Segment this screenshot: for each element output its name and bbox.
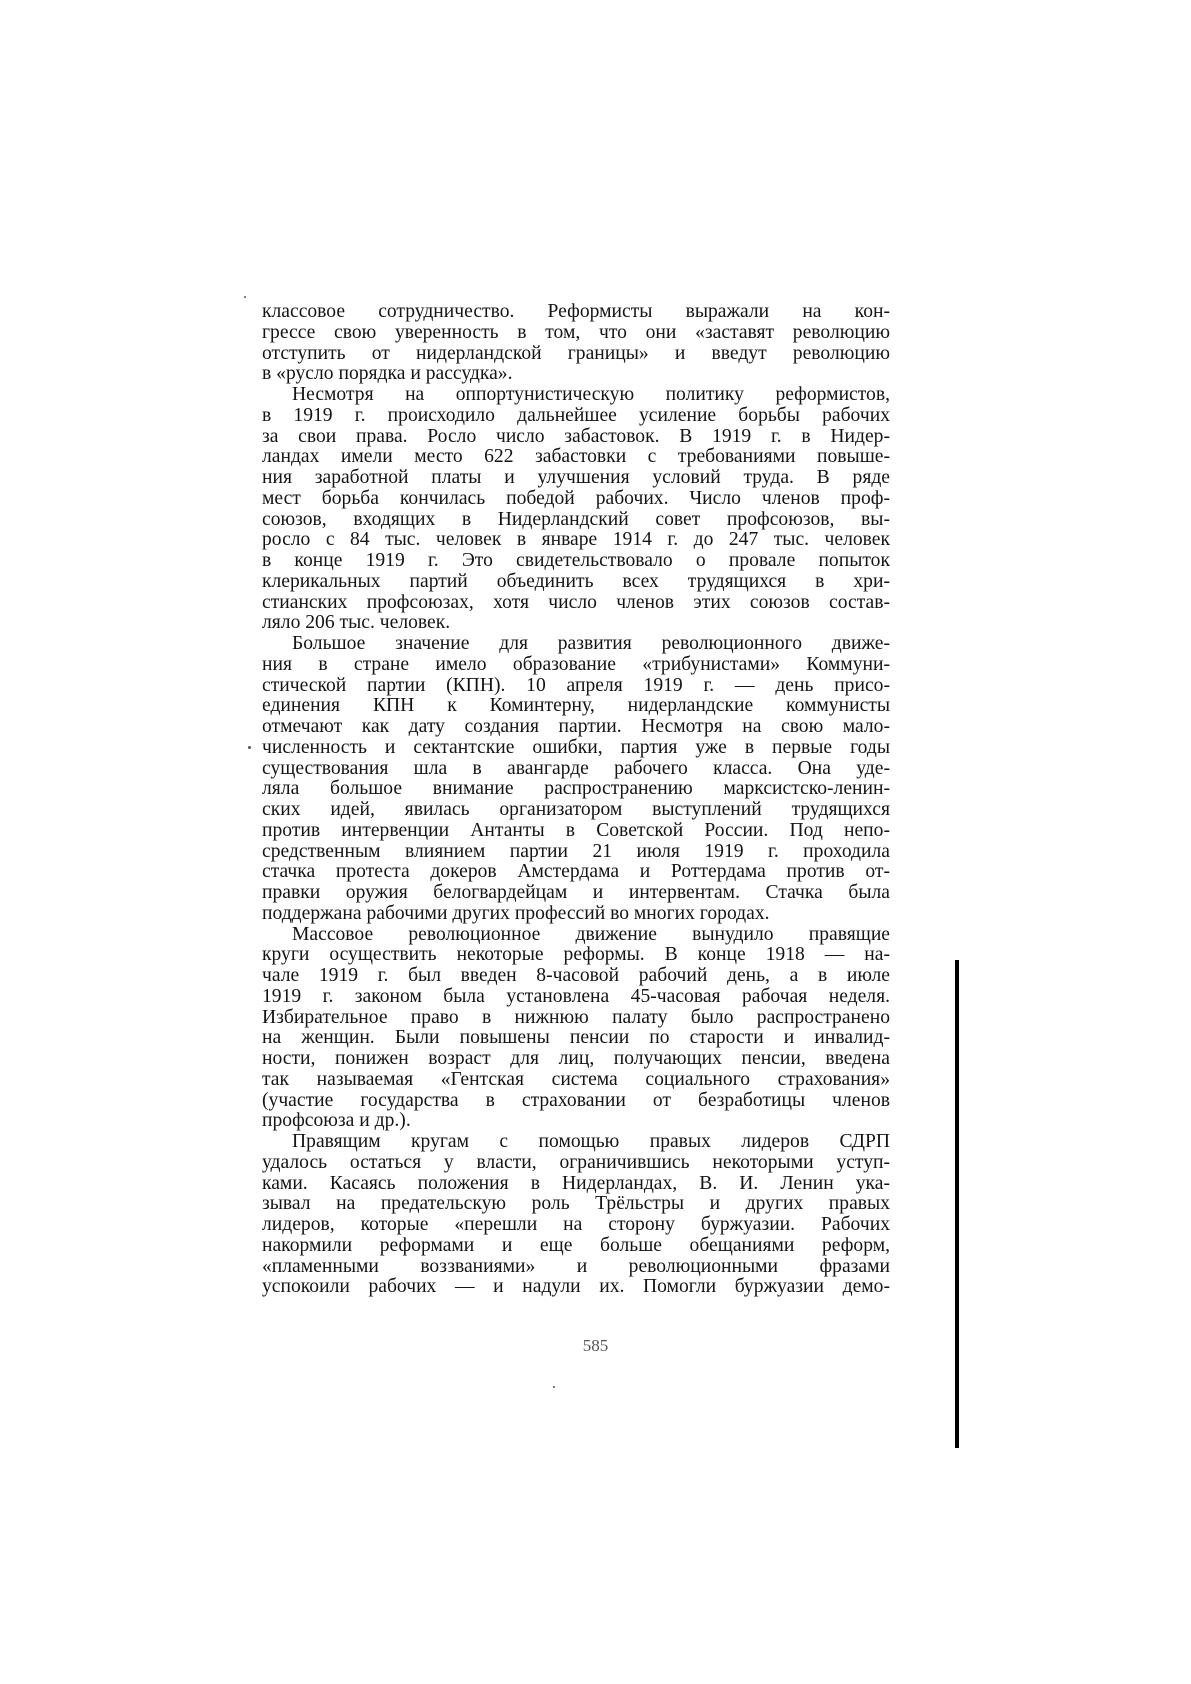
text-line: Массовое революционное движение вынудило правящие <box>292 924 890 945</box>
scan-speck <box>553 1386 555 1388</box>
text-line: стической партии (КПН). 10 апреля 1919 г. — день присо- <box>262 675 890 696</box>
text-line: зывал на предательскую роль Трёльстры и других правых <box>262 1194 890 1215</box>
text-line: средственным влиянием партии 21 июля 1919 г. проходила <box>262 841 890 862</box>
text-line: ландах имели место 622 забастовки с требованиями повыше- <box>262 447 890 468</box>
text-line: профсоюза и др.). <box>262 1111 411 1132</box>
paragraph <box>262 634 890 925</box>
body-text <box>262 302 890 1298</box>
text-line: стианских профсоюзах, хотя число членов этих союзов состав- <box>262 592 890 613</box>
text-line: росло с 84 тыс. человек в январе 1914 г. до 247 тыс. человек <box>262 530 890 551</box>
text-line: на женщин. Были повышены пенсии по старости и инвалид- <box>262 1028 890 1049</box>
text-line: существования шла в авангарде рабочего класса. Она уде- <box>262 758 890 779</box>
paragraph <box>262 925 890 1133</box>
scan-speck <box>244 296 246 298</box>
text-line: ских идей, явилась организатором выступлений трудящихся <box>262 800 890 820</box>
text-line: 1919 г. законом была установлена 45-часовая рабочая неделя. <box>262 986 890 1007</box>
text-line: поддержана рабочими других профессий во многих городах. <box>262 903 770 924</box>
text-line: ляла большое внимание распространению марксистско-ленин- <box>262 779 890 800</box>
text-line: единения КПН к Коминтерну, нидерландские коммунисты <box>262 696 890 717</box>
text-line: чале 1919 г. был введен 8-часовой рабочий день, а в июле <box>262 966 890 986</box>
text-line: клерикальных партий объединить всех трудящихся в хри- <box>262 571 890 592</box>
text-line: в «русло порядка и рассудка». <box>262 364 513 385</box>
text-line: ния заработной платы и улучшения условий труда. В ряде <box>262 468 890 488</box>
text-line: отступить от нидерландской границы» и введут революцию <box>262 343 890 364</box>
paragraph <box>262 1132 890 1298</box>
text-line: ния в стране имело образование «трибунистами» Коммуни- <box>262 654 890 675</box>
text-line: накормили реформами и еще больше обещаниями реформ, <box>262 1235 890 1256</box>
text-line: отмечают как дату создания партии. Несмотря на свою мало- <box>262 717 890 737</box>
text-line: «пламенными воззваниями» и революционными фразами <box>262 1256 890 1277</box>
paragraph <box>262 302 890 385</box>
text-line: в конце 1919 г. Это свидетельствовало о провале попыток <box>262 551 890 571</box>
text-line: союзов, входящих в Нидерландский совет профсоюзов, вы- <box>262 509 890 530</box>
scan-edge-bar <box>955 960 959 1448</box>
paragraph <box>262 385 890 634</box>
text-line: за свои права. Росло число забастовок. В 1919 г. в Нидер- <box>262 426 890 447</box>
text-line: численность и сектантские ошибки, партия уже в первые годы <box>262 737 890 758</box>
text-line: ками. Касаясь положения в Нидерландах, В. И. Ленин ука- <box>262 1173 890 1194</box>
text-line: в 1919 г. происходило дальнейшее усиление борьбы рабочих <box>262 405 890 426</box>
text-line: Правящим кругам с помощью правых лидеров СДРП <box>292 1132 890 1152</box>
text-line: мест борьба кончилась победой рабочих. Число членов проф- <box>262 488 890 509</box>
text-line: классовое сотрудничество. Реформисты выражали на кон- <box>262 302 890 322</box>
text-line: стачка протеста докеров Амстердама и Роттердама против от- <box>262 862 890 883</box>
page-number: 585 <box>582 1336 609 1355</box>
text-line: Несмотря на оппортунистическую политику реформистов, <box>292 385 890 405</box>
text-line: ляло 206 тыс. человек. <box>262 613 451 634</box>
text-line: правки оружия белогвардейцам и интервентам. Стачка была <box>262 883 890 903</box>
text-line: успокоили рабочих — и надули их. Помогли буржуазии демо- <box>262 1277 890 1298</box>
text-line: грессе свою уверенность в том, что они «заставят революцию <box>262 322 890 343</box>
text-line: Избирательное право в нижнюю палату было распространено <box>262 1007 890 1028</box>
text-line: удалось остаться у власти, ограничившись некоторыми уступ- <box>262 1152 890 1173</box>
text-line: лидеров, которые «перешли на сторону буржуазии. Рабочих <box>262 1215 890 1235</box>
text-line: так называемая «Гентская система социального страхования» <box>262 1069 890 1090</box>
text-line: ности, понижен возраст для лиц, получающих пенсии, введена <box>262 1049 890 1069</box>
scan-speck <box>248 746 251 749</box>
text-line: (участие государства в страховании от безработицы членов <box>262 1090 890 1111</box>
text-line: против интервенции Антанты в Советской России. Под непо- <box>262 820 890 841</box>
text-line: Большое значение для развития революционного движе- <box>292 634 890 654</box>
text-line: круги осуществить некоторые реформы. В конце 1918 — на- <box>262 945 890 966</box>
